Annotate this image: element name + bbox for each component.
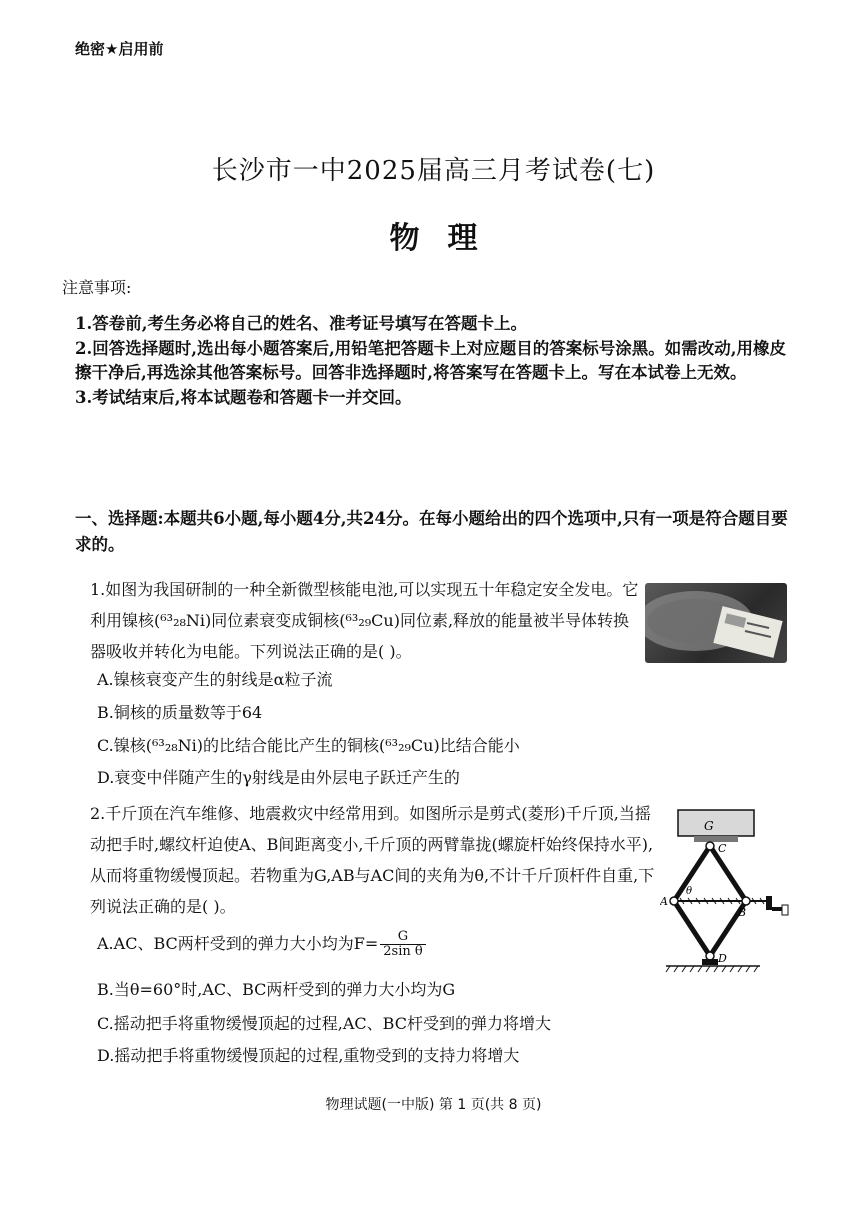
notice-item: 3.考试结束后,将本试题卷和答题卡一并交回。 <box>75 387 412 407</box>
question-2-stem: 2.千斤顶在汽车维修、地震救灾中经常用到。如图所示是剪式(菱形)千斤顶,当摇动把手时,螺纹杆迫使A、B间距离变小,千斤顶的两臂靠拢(螺旋杆始终保持水平),从而将重物缓慢顶起。若物重为G,AB与AC间的夹角为θ,不计千斤顶杆件自重,下列说法正确的是( )。 <box>90 804 655 916</box>
question-1-option-d: D.衰变中伴随产生的γ射线是由外层电子跃迁产生的 <box>97 768 460 787</box>
question-2-option-c: C.摇动把手将重物缓慢顶起的过程,AC、BC杆受到的弹力将增大 <box>97 1014 551 1033</box>
jack-diagram <box>660 806 800 982</box>
subject-title: 物理 <box>389 221 506 256</box>
confidential-mark: 绝密★启用前 <box>75 40 164 58</box>
section-heading: 一、选择题:本题共6小题,每小题4分,共24分。在每小题给出的四个选项中,只有一项是符合题目要求的。 <box>75 509 788 554</box>
question-2-option-a: A.AC、BC两杆受到的弹力大小均为F= $\frac{G}{\text{2sin θ}}$ <box>97 930 428 959</box>
label-a: A <box>660 895 668 908</box>
battery-photo <box>645 583 787 663</box>
notice-list <box>75 312 797 410</box>
notice-item: 2.回答选择题时,选出每小题答案后,用铅笔把答题卡上对应题目的答案标号涂黑。如需改动,用橡皮擦干净后,再选涂其他答案标号。回答非选择题时,将答案写在答题卡上。写在本试卷上无效。 <box>75 338 786 382</box>
label-b: B <box>738 906 747 919</box>
label-g: G <box>704 819 714 833</box>
force-fraction: $\frac{G}{\text{2sin θ}}$ <box>380 930 425 959</box>
exam-title: 长沙市一中2025届高三月考试卷(七) <box>211 156 656 186</box>
notice-heading: 注意事项: <box>62 278 132 297</box>
label-d: D <box>718 952 727 965</box>
question-2-option-b: B.当θ=60°时,AC、BC两杆受到的弹力大小均为G <box>97 980 456 999</box>
question-2-option-d: D.摇动把手将重物缓慢顶起的过程,重物受到的支持力将增大 <box>97 1046 520 1065</box>
question-1-option-b: B.铜核的质量数等于64 <box>97 703 263 722</box>
label-theta: θ <box>686 886 693 897</box>
question-1-option-a: A.镍核衰变产生的射线是α粒子流 <box>97 670 333 689</box>
question-1-stem: 1.如图为我国研制的一种全新微型核能电池,可以实现五十年稳定安全发电。它利用镍核(⁶³₂₈Ni)同位素衰变成铜核(⁶³₂₉Cu)同位素,释放的能量被半导体转换器吸收并转化为电能。下列说法正确的是( )。 <box>90 580 639 661</box>
notice-item: 1.答卷前,考生务必将自己的姓名、准考证号填写在答题卡上。 <box>75 314 527 333</box>
label-c: C <box>718 842 727 855</box>
question-1-option-c: C.镍核(⁶³₂₈Ni)的比结合能比产生的铜核(⁶³₂₉Cu)比结合能小 <box>97 736 520 755</box>
page-footer: 物理试题(一中版) 第 1 页(共 8 页) <box>325 1097 542 1113</box>
